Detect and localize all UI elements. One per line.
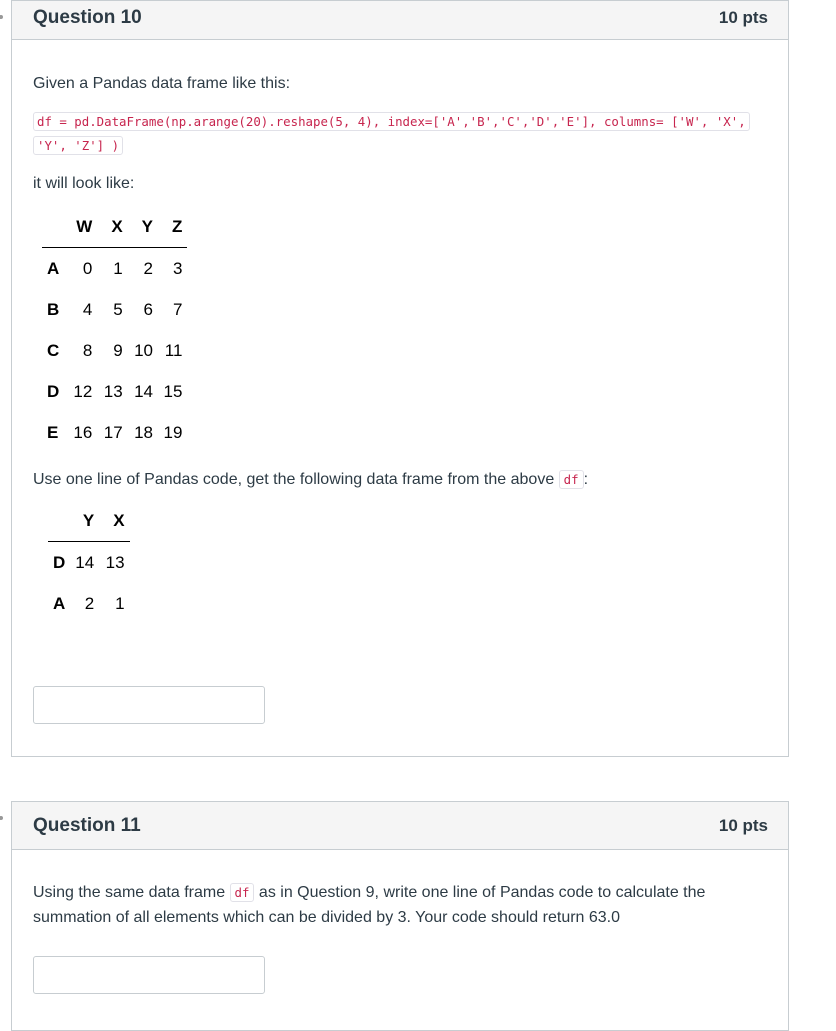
table-row (42, 330, 187, 371)
table-row (48, 583, 130, 624)
bullet-icon (0, 816, 3, 820)
dataframe-code (33, 110, 773, 158)
table-cell: 11 (164, 340, 183, 360)
column-header: W (64, 207, 97, 248)
row-index: A (53, 593, 66, 613)
inline-code-df: df (230, 883, 255, 902)
table-cell: 14 (75, 552, 95, 572)
table-cell: 13 (105, 552, 125, 572)
table-cell: 9 (113, 340, 123, 360)
table-header-row (42, 207, 187, 248)
table-cell: 10 (134, 340, 154, 360)
column-header: X (97, 207, 127, 248)
table-cell: 14 (134, 381, 154, 401)
question-11-text-post: as in Question 9, write one line of Pandas code to calculate the (258, 884, 706, 901)
row-index: D (53, 552, 66, 572)
question-11-header (12, 802, 788, 850)
question-11-title: Question 11 (33, 815, 141, 836)
table-cell: 1 (115, 593, 125, 613)
table-cell: 5 (113, 299, 123, 319)
row-index: B (47, 299, 60, 319)
table-cell: 15 (163, 381, 183, 401)
question-10-answer-input[interactable] (33, 686, 265, 724)
instruction-colon: : (583, 471, 589, 488)
table-cell: 8 (82, 340, 93, 360)
table-cell: 19 (163, 422, 183, 442)
instruction-text: Use one line of Pandas code, get the following data frame from the above (33, 471, 555, 488)
row-index: C (47, 340, 60, 360)
table-cell: 2 (143, 258, 154, 278)
table-cell: 12 (73, 381, 93, 401)
question-10-card (11, 0, 789, 757)
column-header: X (99, 501, 129, 542)
table-row (42, 248, 187, 290)
look-like-text: it will look like: (33, 175, 135, 192)
question-11-card (11, 801, 789, 1031)
column-header: Z (158, 207, 187, 248)
question-11-text (33, 880, 773, 930)
question-10-instruction (33, 467, 588, 492)
question-11-answer-input[interactable] (33, 956, 265, 994)
table-row (42, 412, 187, 453)
question-10-points: 10 pts (718, 8, 768, 27)
table-row (42, 371, 187, 412)
table-header-row (48, 501, 130, 542)
table-row (42, 289, 187, 330)
column-header: Y (70, 501, 99, 542)
table-cell: 3 (172, 258, 183, 278)
question-10-header (12, 1, 788, 40)
table-cell: 1 (113, 258, 123, 278)
table-cell: 18 (134, 422, 154, 442)
table-cell: 6 (143, 299, 154, 319)
code-line-2: 'Y', 'Z'] ) (33, 136, 123, 155)
table-cell: 13 (103, 381, 123, 401)
dataframe-table-full (42, 207, 187, 453)
table-cell: 2 (84, 593, 95, 613)
index-header (48, 501, 70, 542)
index-header (42, 207, 64, 248)
row-index: D (47, 381, 60, 401)
table-cell: 4 (82, 299, 93, 319)
question-11-text-pre: Using the same data frame (33, 884, 226, 901)
table-cell: 7 (172, 299, 183, 319)
row-index: A (47, 258, 60, 278)
table-cell: 0 (82, 258, 93, 278)
bullet-icon (0, 15, 3, 19)
table-row (48, 542, 130, 584)
question-10-title: Question 10 (33, 7, 142, 28)
table-cell: 17 (103, 422, 123, 442)
column-header: Y (128, 207, 158, 248)
question-11-text-line2: summation of all elements which can be divided by 3. Your code should return 63.0 (33, 909, 621, 926)
code-line-1: df = pd.DataFrame(np.arange(20).reshape(5, 4), index=['A','B','C','D','E'], columns= ['W', 'X', (33, 112, 750, 131)
question-10-intro: Given a Pandas data frame like this: (33, 75, 291, 92)
table-cell: 16 (73, 422, 93, 442)
inline-code-df: df (559, 470, 584, 489)
question-11-points: 10 pts (718, 816, 768, 835)
row-index: E (47, 422, 59, 442)
dataframe-table-result (48, 501, 130, 624)
